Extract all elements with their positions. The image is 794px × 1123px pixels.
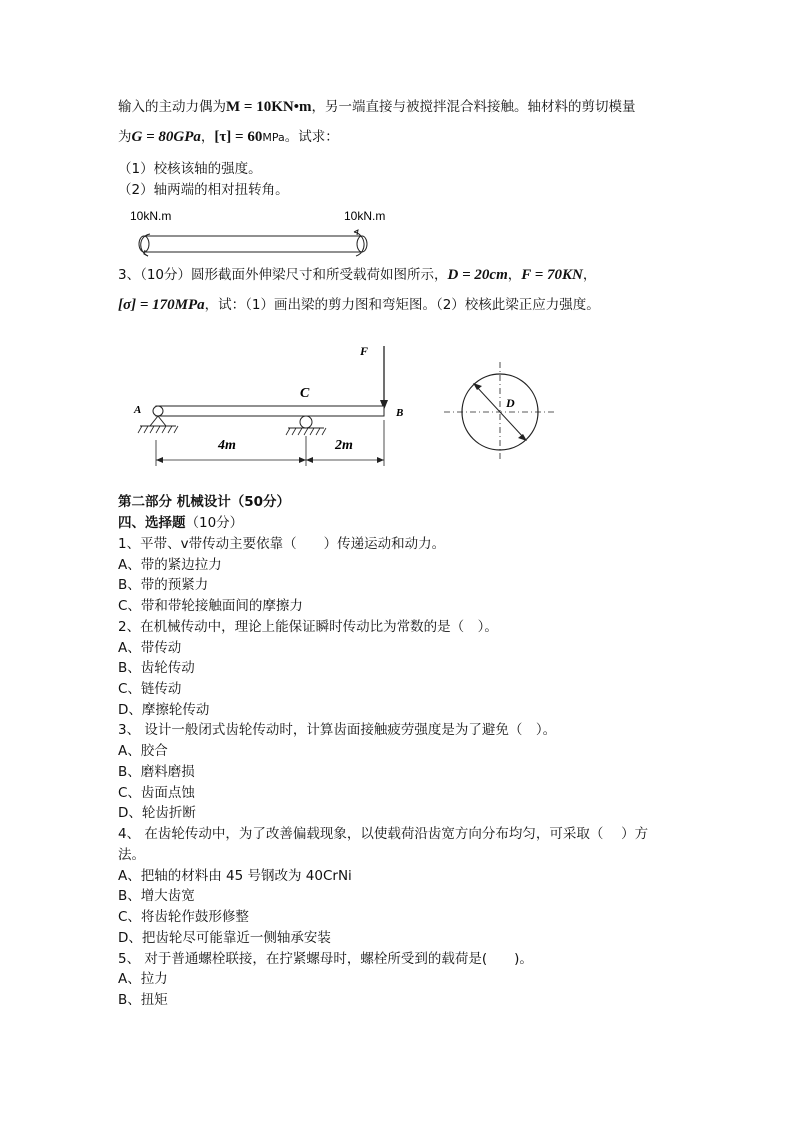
right-torque-label: 10kN.m — [344, 209, 386, 223]
option-line: D、轮齿折断 — [118, 805, 196, 821]
force-formula: F = 70KN — [521, 267, 583, 283]
option-line: D、摩擦轮传动 — [118, 702, 210, 718]
dimension-left-label: 4m — [218, 438, 236, 453]
q3-text: ，试：（1）画出梁的剪力图和弯矩图。（2）校核此梁正应力强度。 — [204, 297, 600, 313]
question-item: （1）校核该轴的强度。 — [118, 161, 262, 177]
option-line: B、扭矩 — [118, 992, 168, 1008]
shaft-right-end — [357, 236, 367, 252]
q3-text: ， — [507, 267, 522, 283]
force-label: F — [360, 344, 369, 358]
diameter-formula: D = 20cm — [447, 267, 508, 283]
intro-text: ，另一端直接与被搅拌混合料接触。轴材料的剪切模量 — [311, 99, 636, 115]
beam-figure — [128, 340, 558, 490]
intro-text: 。试求： — [284, 129, 339, 145]
question-line-cont: 法。 — [118, 847, 145, 863]
dimension-right-label: 2m — [335, 438, 353, 453]
section-title: 四、选择题 — [118, 515, 186, 531]
section-score: （10分） — [185, 515, 244, 531]
option-line: A、把轴的材料由 45 号钢改为 40CrNi — [118, 868, 352, 884]
intro-text: 输入的主动力偶为 — [118, 99, 226, 115]
question-line: 4、 在齿轮传动中，为了改善偏载现象，以使载荷沿齿宽方向分布均匀，可采取（ ）方 — [118, 826, 649, 842]
allowable-stress-formula: [τ] = 60 — [214, 129, 263, 145]
option-line: A、带传动 — [118, 640, 182, 656]
q3-text: 3、（10分）圆形截面外伸梁尺寸和所受载荷如图所示， — [118, 267, 448, 283]
intro-line-2 — [118, 128, 339, 147]
option-line: C、齿面点蚀 — [118, 785, 195, 801]
question-line: 5、 对于普通螺栓联接，在拧紧螺母时，螺栓所受到的载荷是( )。 — [118, 951, 533, 967]
stress-formula: [σ] = 170MPa — [118, 297, 205, 313]
option-line: A、胶合 — [118, 743, 168, 759]
option-line: D、把齿轮尽可能靠近一侧轴承安装 — [118, 930, 331, 946]
intro-text: ， — [200, 129, 215, 145]
option-line: C、链传动 — [118, 681, 182, 697]
point-c-label: C — [300, 386, 310, 401]
option-line: B、磨料磨损 — [118, 764, 195, 780]
diameter-label: D — [506, 396, 515, 410]
section-heading — [118, 514, 243, 532]
intro-line-1 — [118, 98, 635, 116]
pin-support-a — [153, 406, 163, 416]
unit-text: MPa — [262, 131, 285, 144]
option-line: A、拉力 — [118, 971, 168, 987]
option-line: B、带的预紧力 — [118, 577, 209, 593]
moment-formula: M = 10KN•m — [226, 99, 312, 115]
option-line: C、将齿轮作鼓形修整 — [118, 909, 249, 925]
shaft-figure — [118, 206, 388, 262]
shear-modulus-formula: G = 80GPa — [131, 129, 201, 145]
roller-support — [300, 416, 312, 428]
question-line: 2、在机械传动中，理论上能保证瞬时传动比为常数的是（ ）。 — [118, 619, 498, 635]
question-item: （2）轴两端的相对扭转角。 — [118, 182, 289, 198]
option-line: B、增大齿宽 — [118, 888, 195, 904]
option-line: B、齿轮传动 — [118, 660, 195, 676]
part2-title: 第二部分 机械设计（50分） — [118, 494, 290, 510]
shaft-body — [144, 236, 362, 252]
point-b-label: B — [396, 407, 404, 419]
question-line: 1、平带、v带传动主要依靠（ ）传递运动和动力。 — [118, 536, 446, 552]
q3-line-2 — [118, 296, 600, 314]
option-line: C、带和带轮接触面间的摩擦力 — [118, 598, 303, 614]
point-a-label: A — [134, 404, 142, 416]
intro-text: 为 — [118, 129, 132, 145]
question-line: 3、 设计一般闭式齿轮传动时，计算齿面接触疲劳强度是为了避免（ ）。 — [118, 722, 557, 738]
beam-body — [156, 406, 384, 416]
left-torque-label: 10kN.m — [130, 209, 172, 223]
q3-text: ， — [582, 267, 597, 283]
q3-line-1 — [118, 266, 596, 284]
option-line: A、带的紧边拉力 — [118, 557, 222, 573]
